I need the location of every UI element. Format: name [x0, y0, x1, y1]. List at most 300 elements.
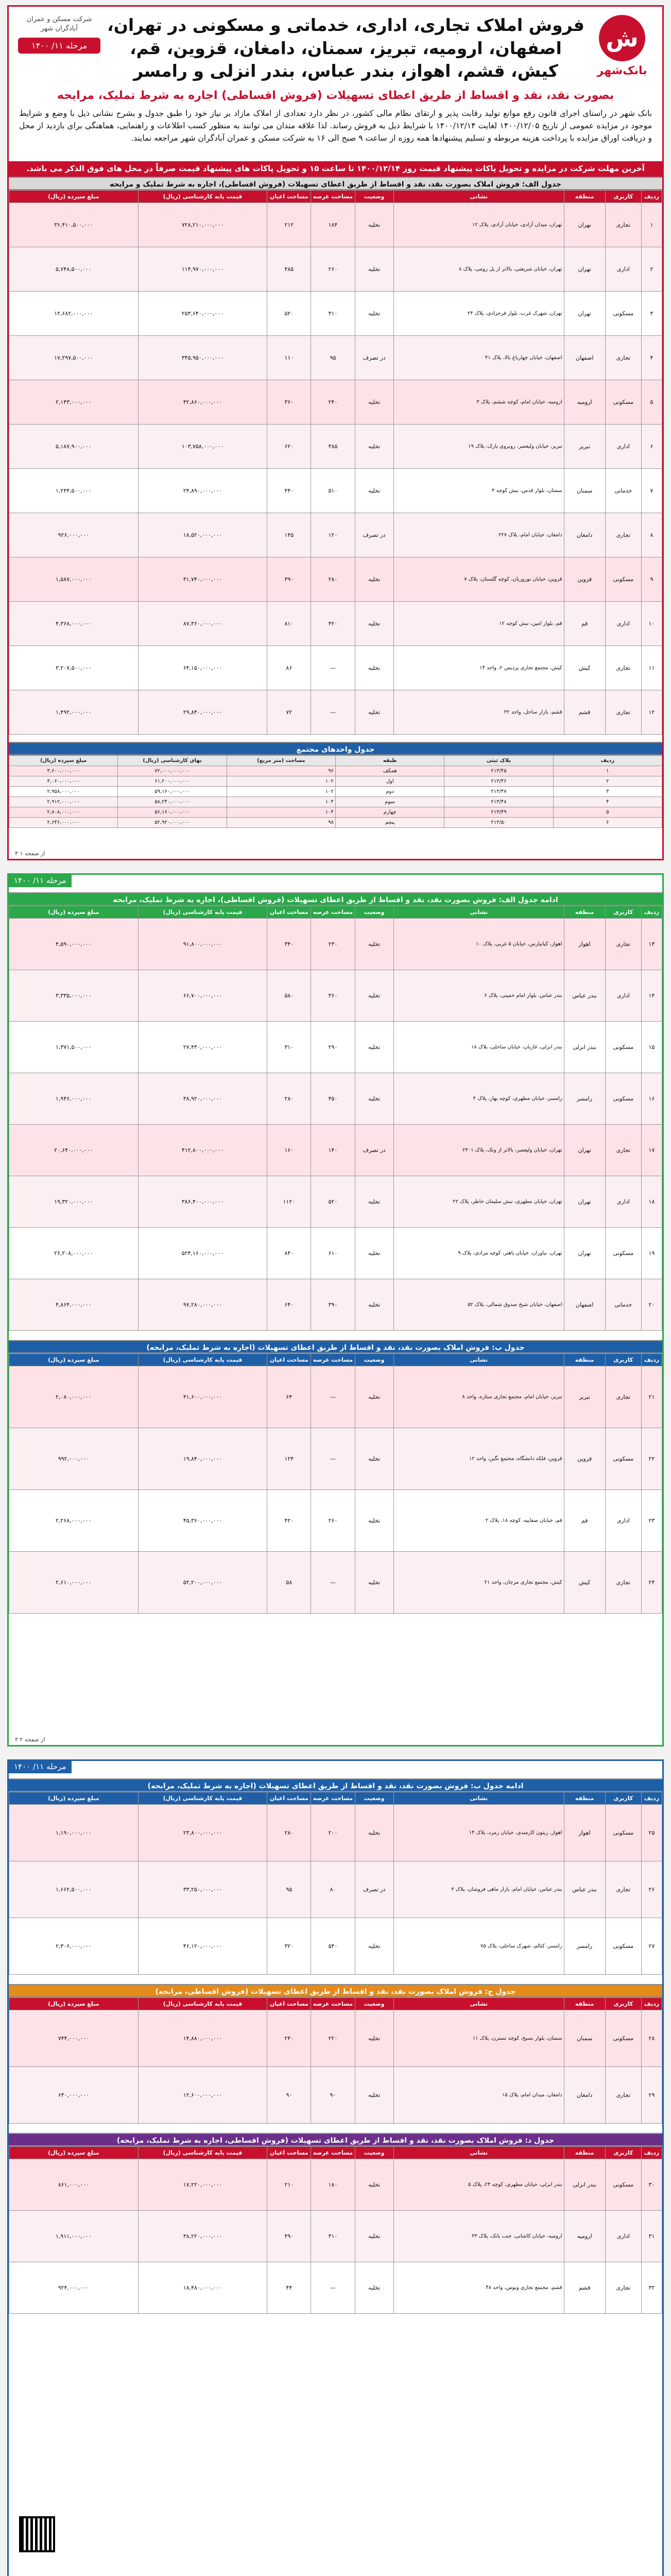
table-cell: قزوین، خیابان نوروزیان، کوچه گلستان، پلاک ۷	[393, 557, 564, 602]
table-cell: ۲۸	[641, 2010, 662, 2067]
section-b-continued-table	[9, 1792, 662, 1975]
table-cell: تخلیه	[355, 1073, 393, 1125]
table-cell: ۱۷	[641, 1125, 662, 1176]
table-row	[9, 970, 662, 1022]
table-cell: رامسر، خیابان مطهری، کوچه بهار، پلاک ۴	[393, 1073, 564, 1125]
table-cell: ۵	[553, 807, 662, 818]
table-cell: ۲۴	[641, 1552, 662, 1614]
qr-code-icon	[19, 2516, 55, 2552]
table-cell: ۳,۶۰۰,۰۰۰,۰۰۰	[9, 766, 118, 776]
column-header: کاربری	[605, 191, 641, 203]
table-cell: تجاری	[605, 2262, 641, 2314]
table-cell: ۴	[641, 336, 662, 380]
table-row	[9, 1490, 662, 1552]
section-a-continued-table	[9, 906, 662, 1331]
column-header: منطقه	[564, 906, 605, 919]
table-cell: ۸	[641, 513, 662, 557]
column-header: قیمت پایه کارشناسی (ریال)	[138, 1998, 267, 2010]
table-cell: ۲۴۰	[267, 2010, 311, 2067]
table-cell: ۳۱۰	[267, 1022, 311, 1073]
table-cell: اصفهان، خیابان شیخ صدوق شمالی، پلاک ۵۲	[393, 1279, 564, 1331]
table-cell: قم، خیابان صفاییه، کوچه ۱۸، پلاک ۲	[393, 1490, 564, 1552]
table-cell: ۹۰	[311, 2067, 355, 2124]
table-cell: ۵۶,۱۶۰,۰۰۰,۰۰۰	[118, 807, 227, 818]
section-b-table	[9, 1353, 662, 1614]
table-cell: ۲۸۰	[267, 1805, 311, 1861]
table-row	[9, 1176, 662, 1228]
table-row	[9, 1125, 662, 1176]
table-cell: اداری	[605, 2211, 641, 2262]
table-cell: ۲۷	[641, 1918, 662, 1975]
table-cell: اهواز	[564, 919, 605, 970]
column-header: کاربری	[605, 906, 641, 919]
table-cell: ۳,۰۶۰,۰۰۰,۰۰۰	[9, 776, 118, 787]
table-cell: تهران	[564, 203, 605, 247]
table-cell: قشم، بازار ساحل، واحد ۳۲	[393, 690, 564, 735]
table-cell: قزوین	[564, 1428, 605, 1490]
table-cell: ۵۹,۱۶۰,۰۰۰,۰۰۰	[118, 787, 227, 797]
table-row	[9, 2159, 662, 2211]
column-header: ردیف	[641, 1998, 662, 2010]
ad-intro: بانک شهر در راستای اجرای قانون رفع موانع تولید رقابت پذیر و ارتقای نظام مالی کشور، در نظر دارد تعدادی از املاک مازاد بر نیاز خود را طبق جدول و بشرح نشانی ذیل با وضع و شرایط موجود در مزایده عمومی از تاریخ ۱۴۰۰/۱۲/۰۵ لغایت ۱۴۰۰/۱۲/۱۴ با شرایط ذیل به فروش رساند. لذا علاقه مندان می توانند به منظور کسب اطلاعات و راهنمایی، هماهنگی برای بازدید از محل و دریافت اوراق مزایده با پرداخت هزینه مربوطه و تسلیم پیشنهادها همه روزه از ساعت ۹ صبح الی ۱۶ به شرکت مسکن و عمران آبادگران شهر مراجعه نمایند.	[19, 109, 652, 143]
column-header: قیمت پایه کارشناسی (ریال)	[138, 1354, 267, 1366]
table-cell: ۶۴	[267, 1366, 311, 1428]
table-cell: ۱	[641, 203, 662, 247]
stamp	[18, 15, 100, 54]
table-cell: پنجم	[336, 818, 444, 828]
table-cell: تخلیه	[355, 1176, 393, 1228]
section-b-continued-title: ادامه جدول ب: فروش بصورت نقد، نقد و اقساط از طریق اعطای تسهیلات (اجاره به شرط تملیک، مرابحه)	[9, 1778, 662, 1792]
table-row	[9, 2262, 662, 2314]
table-cell: ۱۷,۲۹۷,۵۰۰,۰۰۰	[9, 336, 139, 380]
table-row	[9, 247, 662, 292]
table-cell: ۳	[553, 787, 662, 797]
table-cell: تهران	[564, 247, 605, 292]
page-3	[7, 1759, 664, 2576]
table-cell: تخلیه	[355, 1366, 393, 1428]
table-cell: ۱۲	[641, 690, 662, 735]
table-cell: ۷۲	[267, 690, 311, 735]
table-cell: ۱,۶۶۲,۵۰۰,۰۰۰	[9, 1861, 139, 1918]
stamp-org: شرکت مسکن و عمران آبادگران شهر	[26, 15, 92, 33]
table-cell: تجاری	[605, 1861, 641, 1918]
table-cell: ۲,۸۰۸,۰۰۰,۰۰۰	[9, 807, 118, 818]
table-cell: ۱۸۴	[311, 203, 355, 247]
table-cell: تبریز، خیابان ولیعصر، روبروی پارک، پلاک ۱۹	[393, 425, 564, 469]
column-header: مساحت اعیان	[267, 191, 311, 203]
table-cell: ۳۶,۴۱۰,۵۰۰,۰۰۰	[9, 203, 139, 247]
section-d-title: جدول د: فروش املاک بصورت نقد، نقد و اقساط از طریق اعطای تسهیلات (فروش اقساطی، اجاره به شرط تملیک، مرابحه)	[9, 2133, 662, 2146]
table-row	[9, 807, 662, 818]
table-cell: رامسر	[564, 1918, 605, 1975]
column-header: مساحت اعیان	[267, 1354, 311, 1366]
ad-header	[9, 7, 662, 177]
column-header: ردیف	[641, 191, 662, 203]
table-row	[9, 602, 662, 646]
table-cell: ۱۰۳,۷۵۸,۰۰۰,۰۰۰	[138, 425, 267, 469]
table-cell: کیش، مجتمع تجاری پردیس ۲، واحد ۱۴	[393, 646, 564, 690]
table-cell: ۲,۶۴۶,۰۰۰,۰۰۰	[9, 818, 118, 828]
table-row	[9, 513, 662, 557]
table-cell: ۹۶	[227, 766, 335, 776]
table-cell: ۲۱	[641, 1366, 662, 1428]
table-cell: ۵۲۴,۱۶۰,۰۰۰,۰۰۰	[138, 1228, 267, 1279]
table-cell: ۲۱۳/۴۵	[444, 766, 553, 776]
table-cell: سمنان	[564, 469, 605, 513]
section-c-title: جدول ج: فروش املاک بصورت نقد، نقد و اقساط از طریق اعطای تسهیلات (فروش اقساطی، مرابحه)	[9, 1984, 662, 1997]
table-cell: تبریز، خیابان امام، مجتمع تجاری ستاره، واحد ۸	[393, 1366, 564, 1428]
table-cell: تخلیه	[355, 380, 393, 425]
table-cell: ۲۶۰	[311, 247, 355, 292]
column-header: مساحت عرصه	[311, 906, 355, 919]
table-cell: ۲۲۰	[311, 2010, 355, 2067]
page-2	[7, 873, 664, 1747]
table-cell: ۹۲۴,۰۰۰,۰۰۰	[9, 2262, 139, 2314]
table-cell: تهران	[564, 1176, 605, 1228]
table-row	[9, 1805, 662, 1861]
table-cell: بندر عباس	[564, 970, 605, 1022]
table-cell: تهران	[564, 1125, 605, 1176]
section-a-table	[9, 190, 662, 735]
table-row	[9, 1861, 662, 1918]
table-cell: —	[311, 1552, 355, 1614]
table-cell: ۱۰	[641, 602, 662, 646]
table-cell: دامغان، خیابان امام، پلاک ۲۲۷	[393, 513, 564, 557]
table-cell: ۵۴۰	[311, 1918, 355, 1975]
table-cell: ۳۹۰	[267, 557, 311, 602]
table-cell: ۴۹۰	[267, 2211, 311, 2262]
table-cell: ۶۲۰	[267, 425, 311, 469]
table-cell: کیش	[564, 646, 605, 690]
table-cell: اصفهان	[564, 1279, 605, 1331]
table-cell: ۴۴	[267, 2262, 311, 2314]
table-cell: ۸۰	[311, 1861, 355, 1918]
table-cell: تجاری	[605, 1366, 641, 1428]
table-cell: ۴۱۲,۸۰۰,۰۰۰,۰۰۰	[138, 1125, 267, 1176]
column-header: منطقه	[564, 1792, 605, 1805]
table-row	[9, 1918, 662, 1975]
table-cell: ۳۴۰	[267, 919, 311, 970]
page-number: از صفحه ۱ ۳	[15, 850, 45, 857]
table-row	[9, 1022, 662, 1073]
table-cell: ۲۹	[641, 2067, 662, 2124]
ad-subtitle: بصورت نقد، نقد و اقساط از طریق اعطای تسهیلات (فروش اقساطی) اجاره به شرط تملیک، مرابحه	[57, 89, 614, 102]
table-cell: ۱۴	[641, 970, 662, 1022]
table-cell: ۲۱۲	[267, 203, 311, 247]
table-cell: مسکونی	[605, 1805, 641, 1861]
table-row	[9, 425, 662, 469]
table-cell: ۸۷,۳۶۰,۰۰۰,۰۰۰	[138, 602, 267, 646]
table-row	[9, 787, 662, 797]
table-cell: ۶۱,۲۰۰,۰۰۰,۰۰۰	[118, 776, 227, 787]
table-row	[9, 2010, 662, 2067]
bank-name: بانک‌شهر	[597, 64, 647, 77]
table-cell: ۷۴۴,۰۰۰,۰۰۰	[9, 2010, 139, 2067]
table-cell: ارومیه، خیابان امام، کوچه ششم، پلاک ۳	[393, 380, 564, 425]
table-cell: ۱۰۲	[227, 776, 335, 787]
section-b-title: جدول ب: فروش املاک بصورت نقد، نقد و اقساط از طریق اعطای تسهیلات (اجاره به شرط تملیک، مرابحه)	[9, 1340, 662, 1353]
table-cell: ۴,۵۹۰,۰۰۰,۰۰۰	[9, 919, 139, 970]
table-cell: ۶۴,۱۵۰,۰۰۰,۰۰۰	[138, 646, 267, 690]
table-row	[9, 646, 662, 690]
table-cell: —	[311, 1428, 355, 1490]
column-header: بهای کارشناسی (ریال)	[118, 756, 227, 766]
table-cell: ۹۵	[267, 1861, 311, 1918]
table-cell: بندر عباس، خیابان امام، بازار ماهی فروشان، پلاک ۳	[393, 1861, 564, 1918]
table-cell: ۱۹,۳۲۰,۰۰۰,۰۰۰	[9, 1176, 139, 1228]
table-cell: تخلیه	[355, 425, 393, 469]
table-cell: مسکونی	[605, 2010, 641, 2067]
table-cell: ۳۸,۲۲۰,۰۰۰,۰۰۰	[138, 2211, 267, 2262]
column-header: ردیف	[641, 1354, 662, 1366]
table-cell: تخلیه	[355, 1918, 393, 1975]
table-cell: ۹۲۶,۰۰۰,۰۰۰	[9, 513, 139, 557]
table-cell: ۳۱۰	[311, 2211, 355, 2262]
table-cell: تجاری	[605, 513, 641, 557]
table-cell: ۲۳۰	[311, 919, 355, 970]
table-cell: ۲۹۰	[311, 1022, 355, 1073]
table-cell: ۲۰۰	[311, 1805, 355, 1861]
table-cell: تبریز	[564, 1366, 605, 1428]
table-cell: اداری	[605, 1176, 641, 1228]
column-header: منطقه	[564, 191, 605, 203]
table-cell: تجاری	[605, 203, 641, 247]
table-cell: ۹۹۲,۰۰۰,۰۰۰	[9, 1428, 139, 1490]
table-cell: بندر انزلی، غازیان، خیابان ساحلی، پلاک ۱۸	[393, 1022, 564, 1073]
table-cell: کیش	[564, 1552, 605, 1614]
column-header: منطقه	[564, 1998, 605, 2010]
table-row	[9, 766, 662, 776]
table-cell: بندر انزلی	[564, 2159, 605, 2211]
table-row	[9, 919, 662, 970]
table-cell: ۲,۱۴۳,۰۰۰,۰۰۰	[9, 380, 139, 425]
table-cell: ۸۱۰	[267, 602, 311, 646]
column-header: کاربری	[605, 1998, 641, 2010]
table-cell: تخلیه	[355, 919, 393, 970]
table-cell: ۵	[641, 380, 662, 425]
section-d-table	[9, 2146, 662, 2314]
column-header: مبلغ سپرده (ریال)	[9, 2147, 139, 2159]
table-row	[9, 203, 662, 247]
table-cell: ۱	[553, 766, 662, 776]
table-cell: قم	[564, 602, 605, 646]
table-cell: ۲۳	[641, 1490, 662, 1552]
table-cell: اصفهان، خیابان چهارباغ بالا، پلاک ۴۱	[393, 336, 564, 380]
table-cell: تخلیه	[355, 1490, 393, 1552]
column-header: ردیف	[641, 1792, 662, 1805]
table-cell: ۱۰۴	[227, 797, 335, 807]
section-a2-table	[9, 755, 662, 828]
table-cell: ۱۴,۸۸۰,۰۰۰,۰۰۰	[138, 2010, 267, 2067]
column-header: نشانی	[393, 1998, 564, 2010]
section-a-continued-title: ادامه جدول الف: فروش بصورت نقد، نقد و اقساط از طریق اعطای تسهیلات (فروش اقساطی)، اجاره به شرط تملیک، مرابحه	[9, 892, 662, 906]
table-cell: ۴۶,۱۲۰,۰۰۰,۰۰۰	[138, 1918, 267, 1975]
column-header: مساحت عرصه	[311, 191, 355, 203]
column-header: کاربری	[605, 1354, 641, 1366]
column-header: مبلغ سپرده (ریال)	[9, 756, 118, 766]
table-cell: تهران، شهرک غرب، بلوار فرحزادی، پلاک ۲۴	[393, 292, 564, 336]
table-cell: —	[311, 690, 355, 735]
table-cell: تهران	[564, 1228, 605, 1279]
table-cell: —	[311, 646, 355, 690]
table-cell: ۱۲۰	[311, 513, 355, 557]
table-cell: دامغان	[564, 2067, 605, 2124]
table-cell: تخلیه	[355, 602, 393, 646]
table-row	[9, 380, 662, 425]
table-cell: اداری	[605, 425, 641, 469]
table-cell: اهواز، زیتون کارمندی، خیابان زمرد، پلاک ۱۴	[393, 1805, 564, 1861]
bank-logo	[591, 15, 653, 77]
column-header: کاربری	[605, 2147, 641, 2159]
table-cell: اداری	[605, 1490, 641, 1552]
table-cell: دوم	[336, 787, 444, 797]
table-cell: ۳۳,۲۵۰,۰۰۰,۰۰۰	[138, 1861, 267, 1918]
column-header: مساحت عرصه	[311, 1998, 355, 2010]
table-cell: تخلیه	[355, 2159, 393, 2211]
column-header: قیمت پایه کارشناسی (ریال)	[138, 906, 267, 919]
column-header: منطقه	[564, 2147, 605, 2159]
table-cell: ۲۱۰	[267, 2159, 311, 2211]
table-cell: ۳۶۰	[311, 970, 355, 1022]
table-cell: ۱۲,۶۸۲,۰۰۰,۰۰۰	[9, 292, 139, 336]
table-cell: ۹۰	[267, 2067, 311, 2124]
table-cell: ۱۶۰	[267, 1125, 311, 1176]
table-cell: ۶۴۰	[267, 1279, 311, 1331]
table-cell: ۴۲,۸۶۰,۰۰۰,۰۰۰	[138, 380, 267, 425]
table-cell: تجاری	[605, 2067, 641, 2124]
column-header: نشانی	[393, 191, 564, 203]
table-cell: تخلیه	[355, 2262, 393, 2314]
table-cell: ۲۶	[641, 1861, 662, 1918]
table-cell: تخلیه	[355, 1228, 393, 1279]
table-cell: تخلیه	[355, 1552, 393, 1614]
table-cell: ۶۳۰,۰۰۰,۰۰۰	[9, 2067, 139, 2124]
table-cell: اهواز	[564, 1805, 605, 1861]
column-header: پلاک ثبتی	[444, 756, 553, 766]
table-cell: در تصرف	[355, 1125, 393, 1176]
table-cell: ۲۱۳/۴۷	[444, 787, 553, 797]
table-cell: مسکونی	[605, 380, 641, 425]
table-cell: اول	[336, 776, 444, 787]
table-cell: تهران، نیاوران، خیابان باهنر، کوچه مرادی، پلاک ۹	[393, 1228, 564, 1279]
table-cell: ۵۲,۲۰۰,۰۰۰,۰۰۰	[138, 1552, 267, 1614]
page-number: از صفحه ۲ ۳	[15, 1736, 45, 1743]
table-cell: ۳	[641, 292, 662, 336]
table-cell: تخلیه	[355, 970, 393, 1022]
section-c-table	[9, 1997, 662, 2124]
table-cell: ۵۲۰	[311, 1176, 355, 1228]
table-cell: ۱,۹۴۶,۰۰۰,۰۰۰	[9, 1073, 139, 1125]
table-cell: ۷۲,۰۰۰,۰۰۰,۰۰۰	[118, 766, 227, 776]
column-header: مساحت (متر مربع)	[227, 756, 335, 766]
table-cell: ۴۸۵	[267, 247, 311, 292]
table-cell: ۲,۶۱۰,۰۰۰,۰۰۰	[9, 1552, 139, 1614]
table-cell: ۲,۹۵۸,۰۰۰,۰۰۰	[9, 787, 118, 797]
table-cell: ۶	[641, 425, 662, 469]
table-cell: بندر انزلی	[564, 1022, 605, 1073]
table-row	[9, 2067, 662, 2124]
table-cell: ۳۱۰	[311, 292, 355, 336]
table-cell: ۲۴,۸۹۰,۰۰۰,۰۰۰	[138, 469, 267, 513]
table-cell: اداری	[605, 247, 641, 292]
table-cell: ۲,۰۸۰,۰۰۰,۰۰۰	[9, 1366, 139, 1428]
table-cell: رامسر، کتالم، شهرک ساحلی، پلاک ۷۵	[393, 1918, 564, 1975]
column-header: مبلغ سپرده (ریال)	[9, 1354, 139, 1366]
table-cell: ۵۸۰	[267, 970, 311, 1022]
table-cell: ۲۵۳,۶۴۰,۰۰۰,۰۰۰	[138, 292, 267, 336]
table-cell: دامغان، میدان امام، پلاک ۱۵	[393, 2067, 564, 2124]
table-cell: تخلیه	[355, 469, 393, 513]
table-cell: ۳۲	[641, 2262, 662, 2314]
table-cell: کیش، مجتمع تجاری مرجان، واحد ۲۱	[393, 1552, 564, 1614]
table-row	[9, 1073, 662, 1125]
table-cell: ۷۲۸,۲۱۰,۰۰۰,۰۰۰	[138, 203, 267, 247]
table-cell: در تصرف	[355, 513, 393, 557]
table-cell: رامسر	[564, 1073, 605, 1125]
table-cell: ۵۱۰	[311, 469, 355, 513]
table-cell: ۱۱۲۰	[267, 1176, 311, 1228]
column-header: مبلغ سپرده (ریال)	[9, 1792, 139, 1805]
table-cell: تجاری	[605, 336, 641, 380]
table-cell: ۱۰۲	[227, 787, 335, 797]
table-cell: ۱۸	[641, 1176, 662, 1228]
table-cell: ۱۸,۵۲۰,۰۰۰,۰۰۰	[138, 513, 267, 557]
table-cell: ۵,۱۸۷,۹۰۰,۰۰۰	[9, 425, 139, 469]
column-header: مساحت عرصه	[311, 1354, 355, 1366]
table-cell: ارومیه	[564, 380, 605, 425]
table-cell: ۳,۲۰۷,۵۰۰,۰۰۰	[9, 646, 139, 690]
table-cell: اداری	[605, 602, 641, 646]
table-cell: در تصرف	[355, 336, 393, 380]
column-header: ردیف	[641, 2147, 662, 2159]
table-cell: ۲,۳۰۶,۰۰۰,۰۰۰	[9, 1918, 139, 1975]
table-cell: ۲۹,۸۴۰,۰۰۰,۰۰۰	[138, 690, 267, 735]
table-cell: تخلیه	[355, 1279, 393, 1331]
table-cell: ۱,۴۹۲,۰۰۰,۰۰۰	[9, 690, 139, 735]
table-cell: ۶۱۰	[311, 1228, 355, 1279]
table-cell: در تصرف	[355, 1861, 393, 1918]
page-1	[7, 5, 664, 860]
column-header: مساحت عرصه	[311, 1792, 355, 1805]
column-header: وضعیت	[355, 1792, 393, 1805]
table-cell: بندر انزلی، خیابان مطهری، کوچه ۲۴، پلاک ۵	[393, 2159, 564, 2211]
column-header: وضعیت	[355, 191, 393, 203]
table-row	[9, 1228, 662, 1279]
table-cell: ۱,۲۴۴,۵۰۰,۰۰۰	[9, 469, 139, 513]
table-cell: تجاری	[605, 1125, 641, 1176]
table-cell: ۴۲۰	[311, 602, 355, 646]
table-cell: ۹	[641, 557, 662, 602]
table-cell: ۴۵,۳۶۰,۰۰۰,۰۰۰	[138, 1490, 267, 1552]
section-a-title: جدول الف: فروش املاک بصورت نقد، نقد و اقساط از طریق اعطای تسهیلات (فروش اقساطی)، اجاره به شرط تملیک و مرابحه	[9, 177, 662, 190]
table-cell: ۱,۳۷۱,۵۰۰,۰۰۰	[9, 1022, 139, 1073]
column-header: وضعیت	[355, 2147, 393, 2159]
table-row	[9, 336, 662, 380]
table-cell: ۳۲۰	[267, 1918, 311, 1975]
table-cell: ۴۲۰	[267, 1490, 311, 1552]
table-cell: قم، بلوار امین، نبش کوچه ۱۲	[393, 602, 564, 646]
column-header: مبلغ سپرده (ریال)	[9, 1998, 139, 2010]
section-a2-title: جدول واحدهای مجتمع	[9, 742, 662, 755]
table-cell: همکف	[336, 766, 444, 776]
table-cell: اداری	[605, 970, 641, 1022]
table-row	[9, 776, 662, 787]
column-header: مساحت اعیان	[267, 2147, 311, 2159]
table-cell: چهارم	[336, 807, 444, 818]
table-cell: خدماتی	[605, 469, 641, 513]
column-header: وضعیت	[355, 906, 393, 919]
table-cell: تخلیه	[355, 646, 393, 690]
